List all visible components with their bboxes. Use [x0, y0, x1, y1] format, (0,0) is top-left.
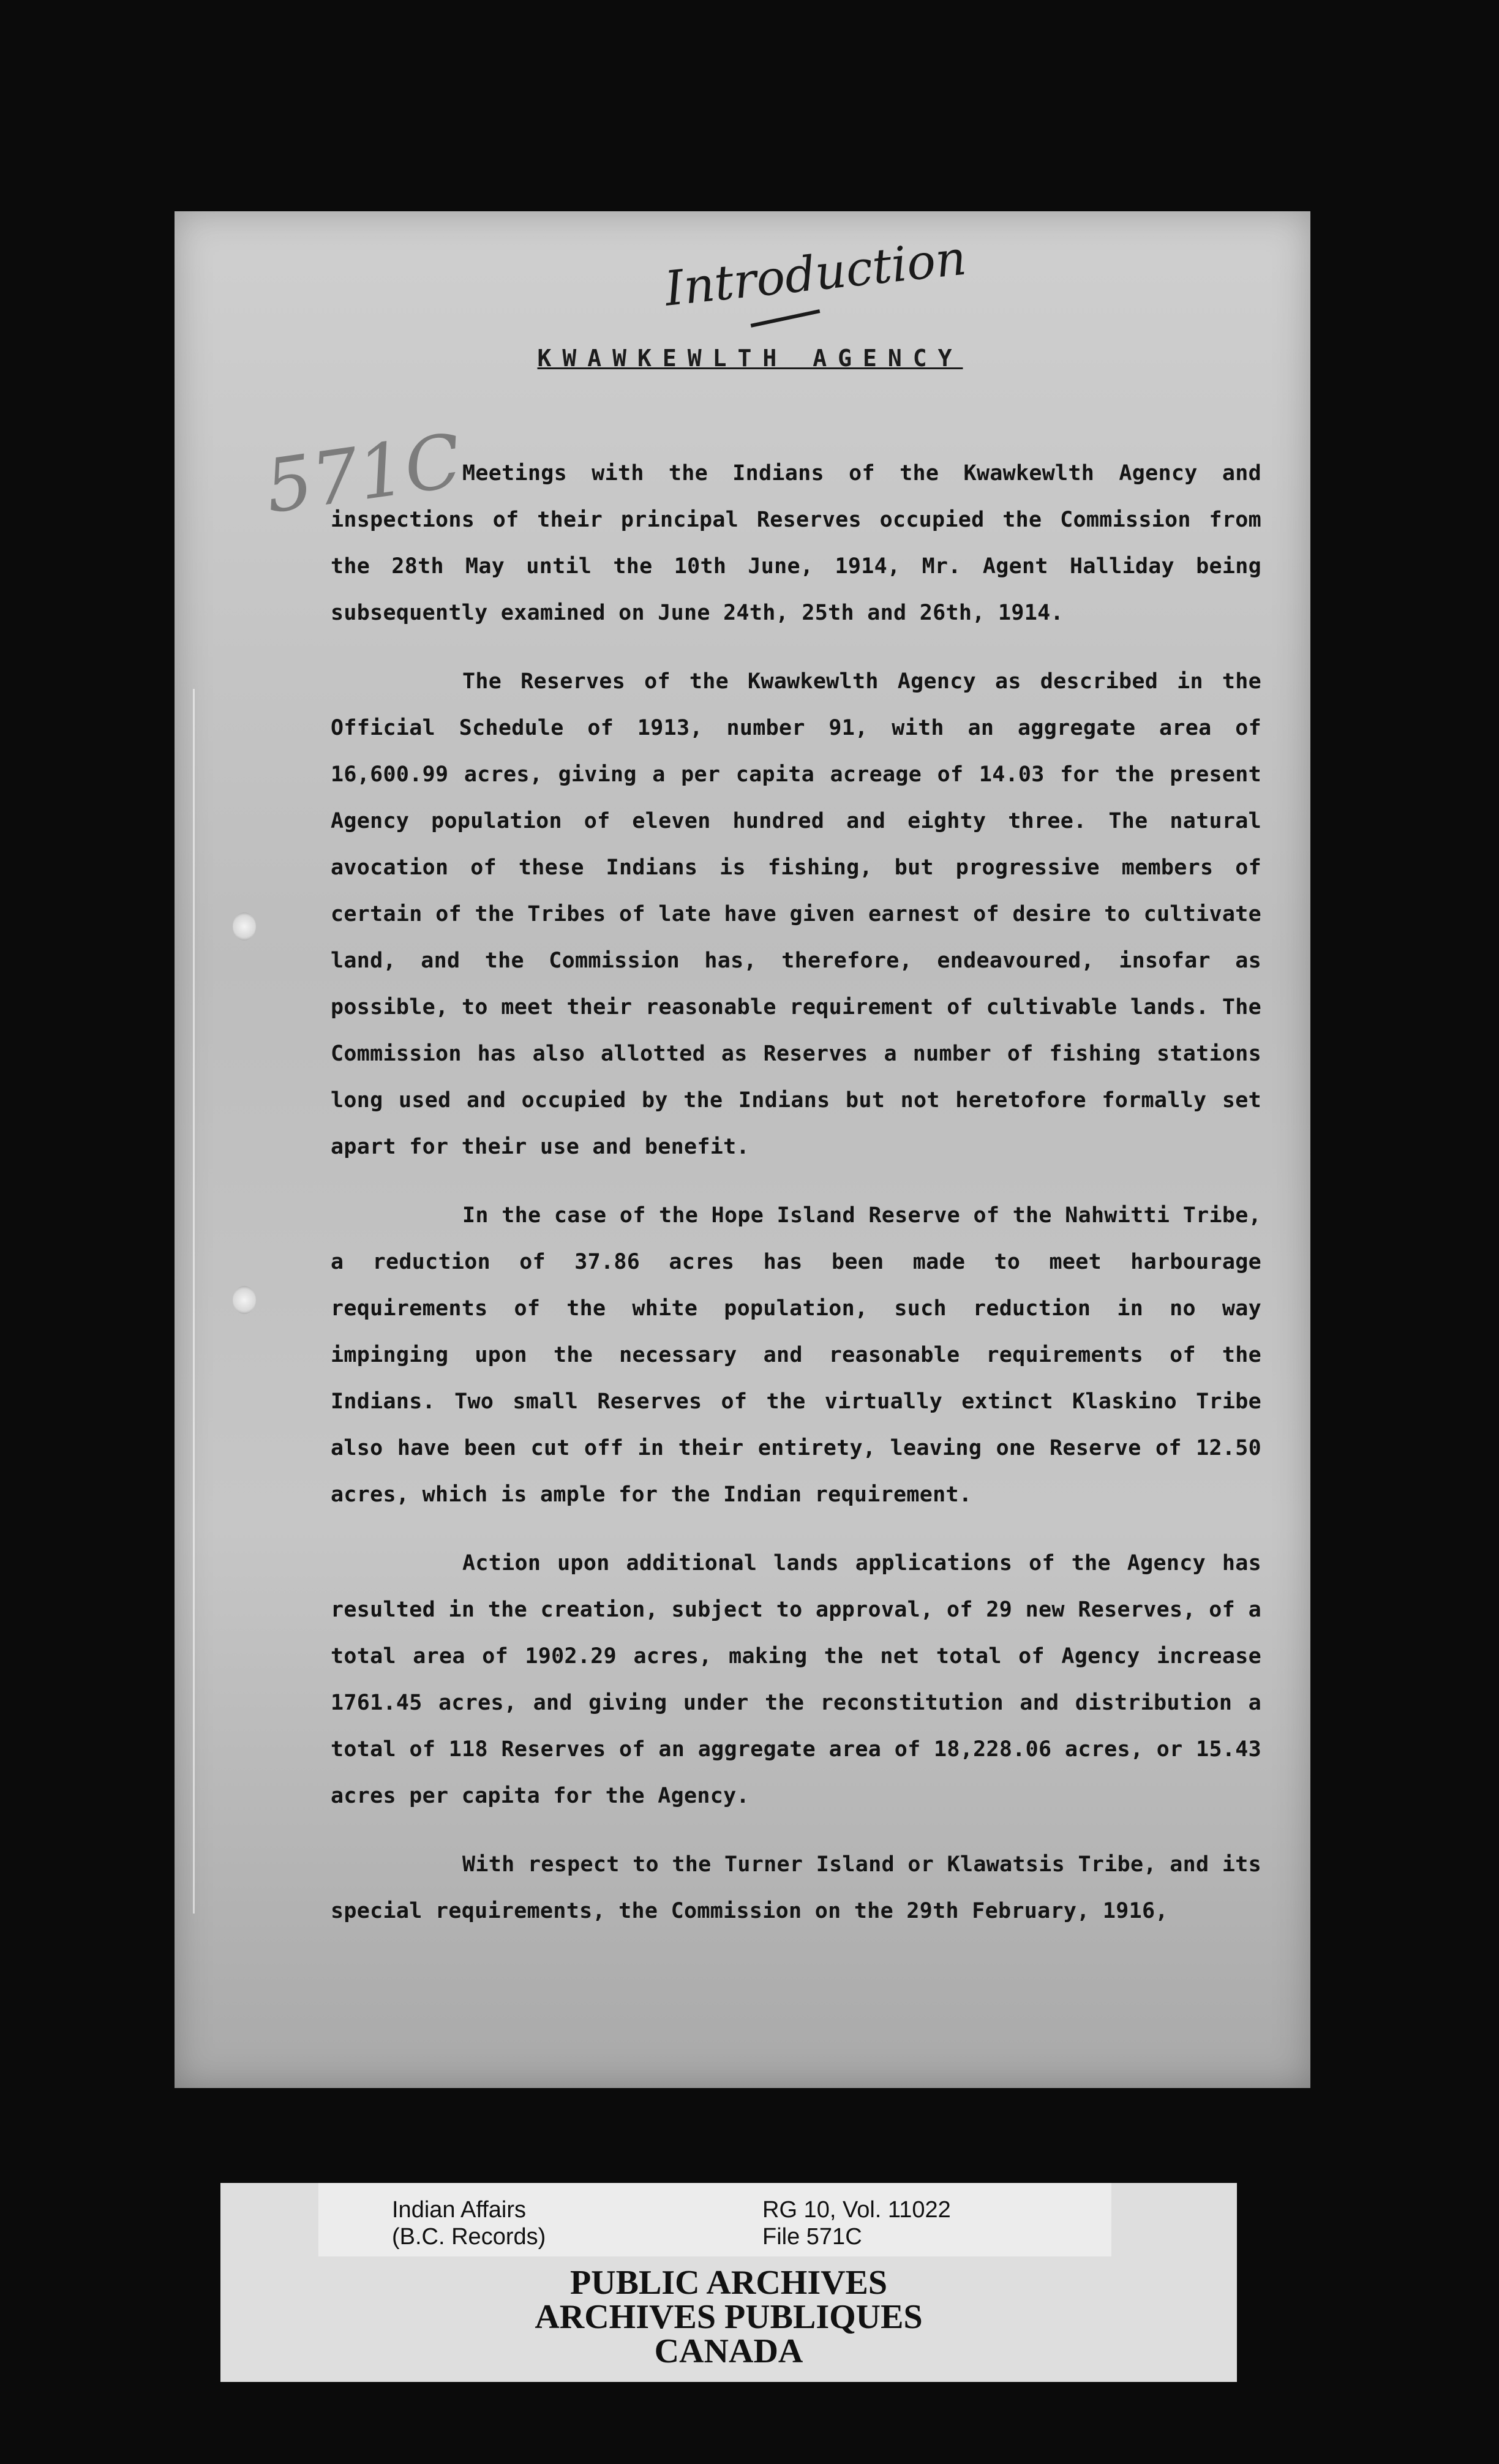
document-heading: KWAWKEWLTH AGENCY: [537, 345, 963, 372]
margin-file-number: 571C: [260, 418, 467, 530]
punch-hole: [233, 1286, 256, 1314]
label-fonds: [392, 2196, 546, 2250]
label-reference: [762, 2196, 951, 2250]
paragraph: Action upon additional lands applications of the Agency has resulted in the creation, subject to approval, of 29 new Reserves, of a total area of 1902.29 acres, making the net total of Agency increase 1761.45 acres, and giving under the reconstitution and distribution a total of 118 Reserves of an aggregate area of 18,228.06 acres, or 15.43 acres per capita for the Agency.: [331, 1551, 1261, 1808]
label-fonds-line: Indian Affairs: [392, 2197, 527, 2223]
paragraph: The Reserves of the Kwawkewlth Agency as described in the Official Schedule of 1913, number 91, with an aggregate area of 16,600.99 acres, giving a per capita acreage of 14.03 for the present Agency population of eleven hundred and eighty three. The natural avocation of these Indians is fishing, but progressive members of certain of the Tribes of late have given earnest of desire to cultivate land, and the Commission has, therefore, endeavoured, insofar as possible, to meet their reasonable requirement of cultivable lands. The Commission has also allotted as Reserves a number of fishing stations long used and occupied by the Indians but not heretofore formally set apart for their use and benefit.: [331, 669, 1261, 1159]
paragraph: In the case of the Hope Island Reserve of the Nahwitti Tribe, a reduction of 37.86 acres has been made to meet harbourage requirements of the white population, such reduction in no way impinging upon the necessary and reasonable requirements of the Indians. Two small Reserves of the virtually extinct Klaskino Tribe also have been cut off in their entirety, leaving one Reserve of 12.50 acres, which is ample for the Indian requirement.: [331, 1203, 1261, 1507]
paragraph: With respect to the Turner Island or Klawatsis Tribe, and its special requirements, the Commission on the 29th February, 1916,: [331, 1852, 1261, 1923]
archives-line: PUBLIC ARCHIVES: [569, 2264, 888, 2302]
label-reference-line: RG 10, Vol. 11022: [762, 2197, 951, 2223]
label-reference-line: File 571C: [762, 2224, 862, 2250]
punch-hole: [233, 912, 256, 941]
label-fonds-line: (B.C. Records): [392, 2224, 546, 2250]
document-page: [175, 211, 1310, 2088]
paragraph: Meetings with the Indians of the Kwawkewlth Agency and inspections of their principal Reserves occupied the Commission from the 28th May until the 10th June, 1914, Mr. Agent Halliday being subsequently examined on June 24th, 25th and 26th, 1914.: [331, 461, 1261, 625]
archives-line: CANADA: [654, 2332, 803, 2370]
handwritten-underline: [751, 309, 821, 328]
archives-title: [220, 2266, 1237, 2368]
archive-label: [220, 2183, 1237, 2382]
archives-line: ARCHIVES PUBLIQUES: [535, 2298, 923, 2336]
document-body: [331, 450, 1261, 1956]
handwritten-title: Introduction: [662, 230, 969, 317]
